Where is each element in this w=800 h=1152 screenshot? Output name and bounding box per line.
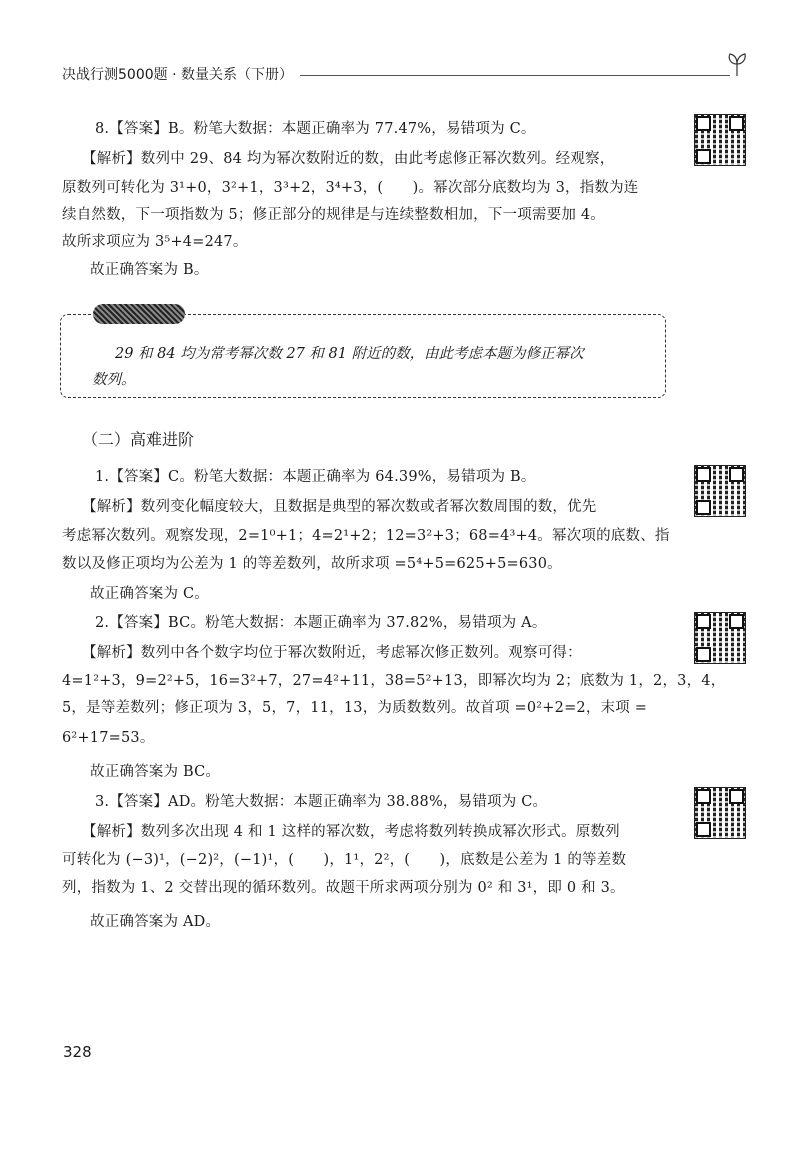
analysis-line: 【解析】数列中各个数字均位于幂次数附近，考虑幂次修正数列。观察可得：: [82, 645, 582, 661]
analysis-line: 故所求项应为 3⁵+4=247。: [62, 234, 248, 250]
answer-line: 3.【答案】AD。粉笔大数据：本题正确率为 38.88%，易错项为 C。: [95, 794, 548, 810]
running-header: 决战行测5000题 · 数量关系（下册）: [62, 67, 293, 83]
analysis-line: 数以及修正项均为公差为 1 的等差数列，故所求项 =5⁴+5=625+5=630。: [62, 556, 562, 572]
analysis-line: 【解析】数列中 29、84 均为幂次数附近的数，由此考虑修正幂次数列。经观察，: [82, 151, 615, 167]
answer-line: 8.【答案】B。粉笔大数据：本题正确率为 77.47%，易错项为 C。: [95, 121, 536, 137]
analysis-line: 考虑幂次数列。观察发现，2=1⁰+1；4=2¹+2；12=3²+3；68=4³+4。幂次项的底数、指: [62, 528, 670, 544]
analysis-line: 列，指数为 1、2 交替出现的循环数列。故题干所求两项分别为 0² 和 3¹，即 0 和 3。: [62, 880, 625, 896]
analysis-line: 续自然数，下一项指数为 5；修正部分的规律是与连续整数相加，下一项需要加 4。: [62, 207, 605, 223]
qr-code[interactable]: [694, 114, 746, 166]
page-number: 328: [63, 1043, 92, 1061]
conclusion-line: 故正确答案为 BC。: [90, 764, 221, 780]
answer-line: 2.【答案】BC。粉笔大数据：本题正确率为 37.82%，易错项为 A。: [95, 615, 547, 631]
analysis-line: 【解析】数列变化幅度较大，且数据是典型的幂次数或者幂次数周围的数，优先: [82, 499, 597, 515]
tip-text: 数列。: [92, 372, 136, 388]
analysis-line: 4=1²+3，9=2²+5，16=3²+7，27=4²+11，38=5²+13，即幂次均为 2；底数为 1，2，3，4，: [62, 673, 726, 689]
analysis-line: 6²+17=53。: [62, 730, 155, 746]
tip-text: 29 和 84 均为常考幂次数 27 和 81 附近的数，由此考虑本题为修正幂次: [115, 346, 584, 362]
section-heading: （二）高难进阶: [82, 430, 195, 449]
analysis-line: 可转化为 (−3)¹，(−2)²，(−1)¹，( )，1¹，2²，( )，底数是公差为 1 的等差数: [62, 852, 627, 868]
conclusion-line: 故正确答案为 AD。: [90, 914, 221, 930]
sprout-icon: [726, 52, 748, 76]
conclusion-line: 故正确答案为 C。: [90, 586, 210, 602]
conclusion-line: 故正确答案为 B。: [90, 262, 209, 278]
tip-badge: [93, 304, 185, 324]
qr-code[interactable]: [694, 612, 746, 664]
qr-code[interactable]: [694, 465, 746, 517]
header-rule: [300, 75, 730, 76]
analysis-line: 【解析】数列多次出现 4 和 1 这样的幂次数，考虑将数列转换成幂次形式。原数列: [82, 824, 620, 840]
analysis-line: 原数列可转化为 3¹+0，3²+1，3³+2，3⁴+3，( )。幂次部分底数均为 3，指数为连: [62, 180, 639, 196]
answer-line: 1.【答案】C。粉笔大数据：本题正确率为 64.39%，易错项为 B。: [95, 469, 536, 485]
analysis-line: 5，是等差数列；修正项为 3，5，7，11，13，为质数数列。故首项 =0²+2=2，末项 =: [62, 700, 648, 716]
qr-code[interactable]: [694, 787, 746, 839]
